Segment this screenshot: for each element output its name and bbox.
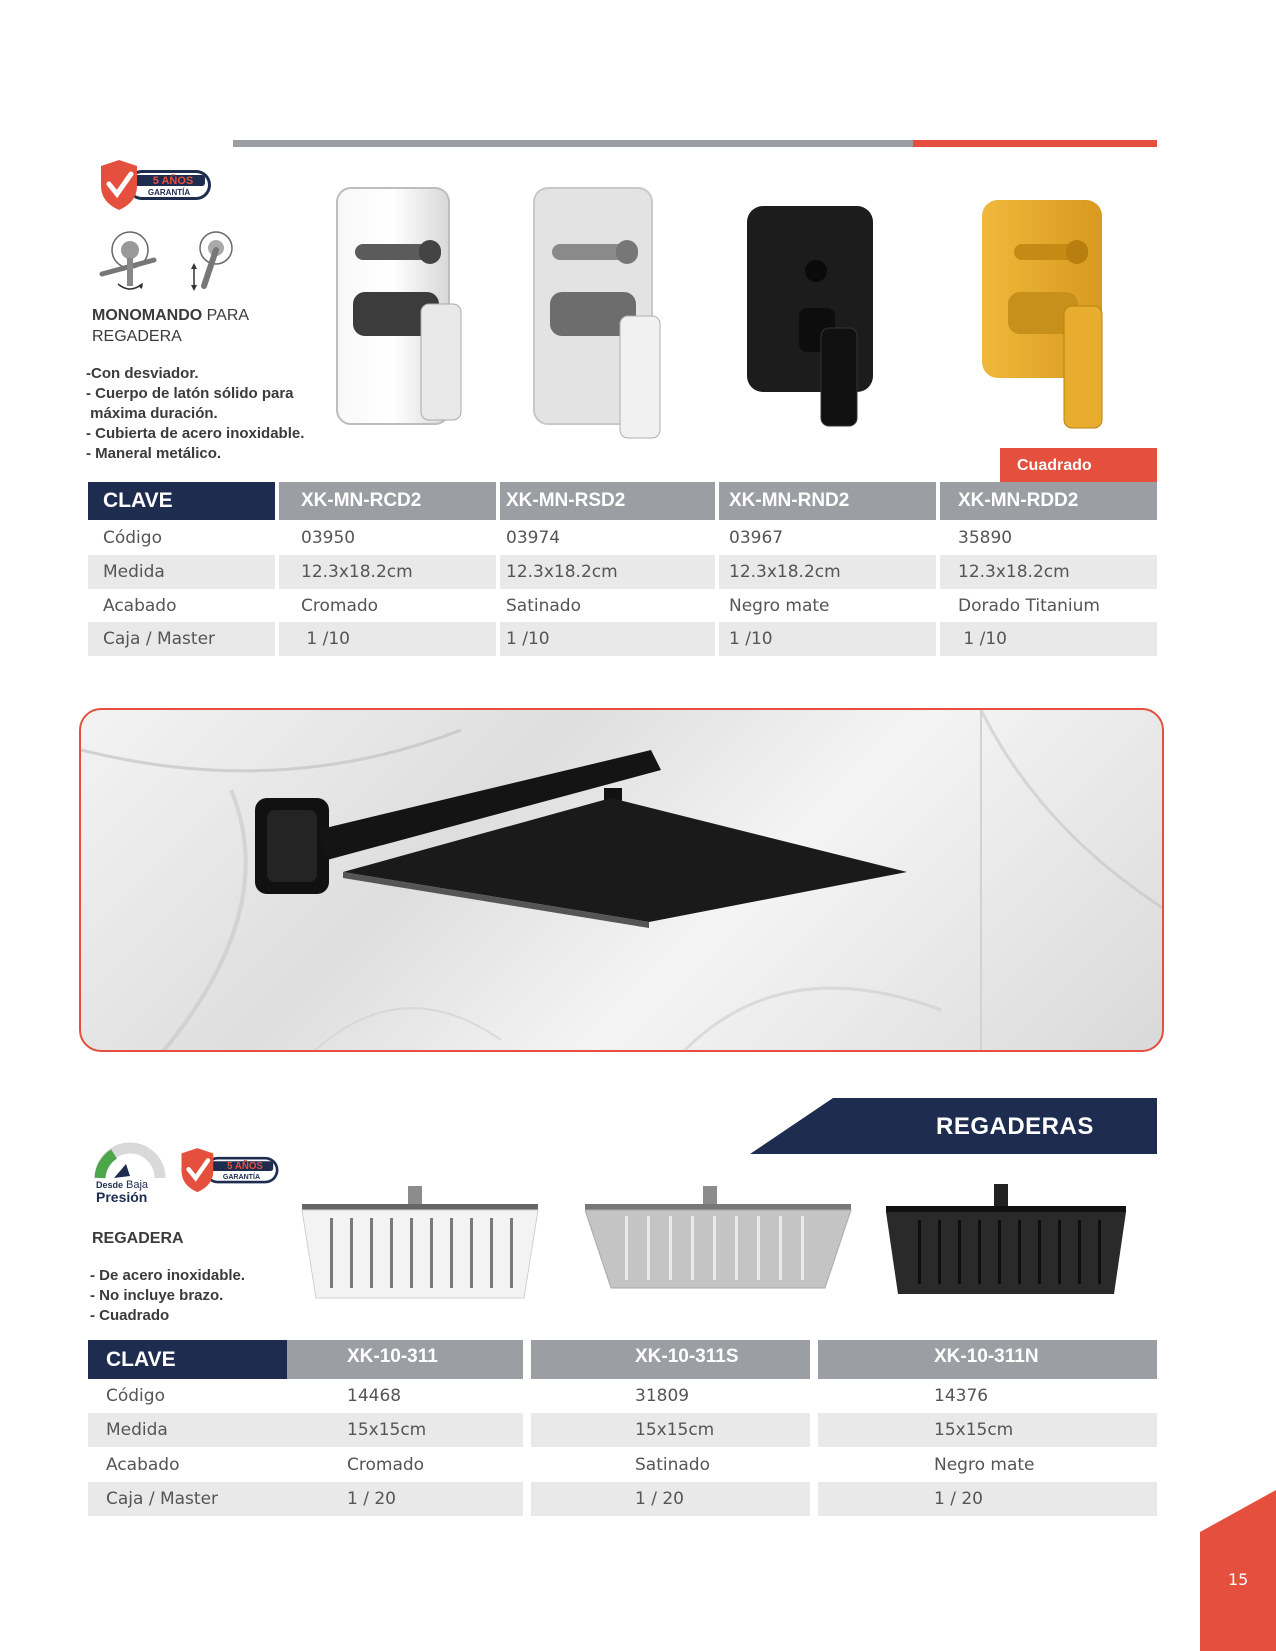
svg-text:5 AÑOS: 5 AÑOS xyxy=(227,1161,263,1173)
table-row: Acabado Cromado Satinado Negro mate xyxy=(88,1447,1157,1482)
table-row: Medida 15x15cm 15x15cm 15x15cm xyxy=(88,1413,1157,1447)
spec-table-mixers xyxy=(88,482,1157,656)
product-image-black xyxy=(745,204,875,439)
feature-list xyxy=(86,364,304,464)
product-image-satin xyxy=(532,186,662,451)
product-image-chrome xyxy=(335,186,465,436)
lever-usage-icon xyxy=(98,228,258,298)
header-model: XK-MN-RSD2 xyxy=(500,482,715,520)
svg-text:Desde: Desde xyxy=(96,1180,124,1190)
table-row: Código 14468 31809 14376 xyxy=(88,1379,1157,1413)
header-model: XK-10-311N xyxy=(818,1340,1157,1379)
feature-item: -Con desviador. xyxy=(86,365,199,382)
section-title: REGADERAS xyxy=(936,1113,1094,1140)
svg-text:Presión: Presión xyxy=(96,1189,148,1204)
warranty-badge xyxy=(178,1148,282,1194)
table-row: Código 03950 03974 03967 35890 xyxy=(88,520,1157,555)
top-divider xyxy=(233,140,1157,147)
feature-item: - No incluye brazo. xyxy=(90,1287,224,1304)
section-banner xyxy=(750,1098,1157,1154)
product-image-shower-satin xyxy=(585,1186,855,1295)
header-clave: CLAVE xyxy=(88,1340,287,1379)
header-model: XK-10-311 xyxy=(287,1340,523,1379)
product-title: REGADERA xyxy=(92,1230,184,1247)
feature-item: - Cubierta de acero inoxidable. xyxy=(86,425,305,442)
page-number: 15 xyxy=(1228,1570,1249,1589)
feature-item: - Maneral metálico. xyxy=(86,445,222,462)
table-row: Caja / Master 1 / 20 1 / 20 1 / 20 xyxy=(88,1482,1157,1516)
table-row: Medida 12.3x18.2cm 12.3x18.2cm 12.3x18.2cm 12.3x18.2cm xyxy=(88,555,1157,589)
product-title: MONOMANDO PARA REGADERA xyxy=(92,307,250,345)
table-row: Caja / Master 1 /10 1 /10 1 /10 1 /10 xyxy=(88,622,1157,656)
header-model: XK-MN-RCD2 xyxy=(279,482,496,520)
header-model: XK-MN-RND2 xyxy=(719,482,936,520)
header-model: XK-MN-RDD2 xyxy=(940,482,1157,520)
product-image-shower-black xyxy=(886,1184,1128,1301)
low-pressure-badge xyxy=(94,1140,166,1204)
feature-item: - De acero inoxidable. xyxy=(90,1267,246,1284)
warranty-badge xyxy=(97,160,215,212)
svg-text:GARANTÍA: GARANTÍA xyxy=(222,1173,261,1181)
table-header-row xyxy=(88,1340,1157,1379)
spec-table-showers xyxy=(88,1340,1157,1516)
table-row: Acabado Cromado Satinado Negro mate Dorado Titanium xyxy=(88,589,1157,622)
feature-item: - Cuadrado xyxy=(90,1307,170,1324)
feature-list xyxy=(90,1266,245,1326)
warranty-label: GARANTÍA xyxy=(147,188,191,197)
product-image-shower-chrome xyxy=(300,1186,540,1307)
svg-text:Baja: Baja xyxy=(126,1179,149,1191)
lifestyle-photo xyxy=(79,708,1164,1052)
header-model: XK-10-311S xyxy=(531,1340,810,1379)
product-image-gold xyxy=(980,198,1110,439)
feature-item: - Cuerpo de latón sólido para xyxy=(86,385,294,402)
feature-item: máxima duración. xyxy=(86,405,218,422)
table-header-row xyxy=(88,482,1157,520)
shape-tag: Cuadrado xyxy=(1000,448,1157,482)
warranty-years: 5 AÑOS xyxy=(152,175,194,187)
header-clave: CLAVE xyxy=(88,482,275,520)
